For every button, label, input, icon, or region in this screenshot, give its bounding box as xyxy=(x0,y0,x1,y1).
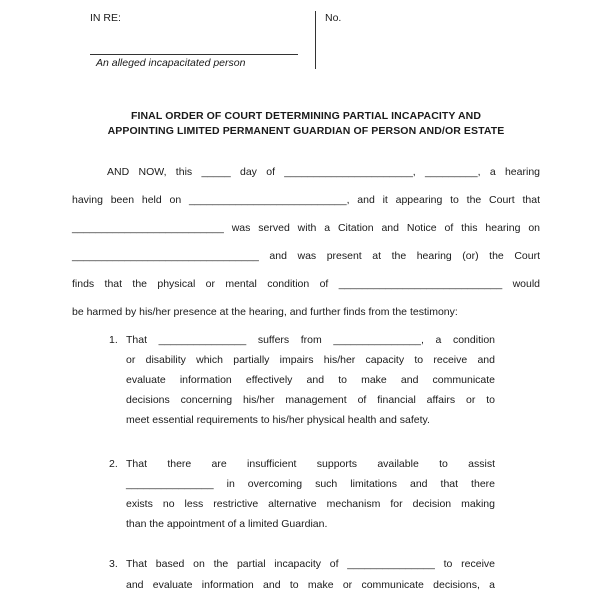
caption-divider xyxy=(315,11,316,69)
intro-line: ________________________________ and was present at the hearing (or) the Court xyxy=(72,250,540,262)
item-number: 2. xyxy=(109,458,118,470)
item-line: meet essential requirements to his/her physical health and safety. xyxy=(126,414,430,426)
case-number-label: No. xyxy=(325,12,342,24)
intro-line: AND NOW, this _____ day of ______________________, _________, a hearing xyxy=(107,166,540,178)
party-name-line xyxy=(90,54,298,55)
intro-line: __________________________ was served with a Citation and Notice of this hearing on xyxy=(72,222,540,234)
item-line: exists no less restrictive alternative mechanism for decision making xyxy=(126,498,495,510)
item-line: decisions concerning his/her management of financial affairs or to xyxy=(126,394,495,406)
item-number: 3. xyxy=(109,558,118,570)
intro-line: be harmed by his/her presence at the hearing, and further finds from the testimony: xyxy=(72,306,458,318)
item-number: 1. xyxy=(109,334,118,346)
item-line: _______________ in overcoming such limitations and that there xyxy=(126,478,495,490)
intro-line: having been held on ___________________________, and it appearing to the Court that xyxy=(72,194,540,206)
item-line: That _______________ suffers from _______________, a condition xyxy=(126,334,495,346)
item-line: than the appointment of a limited Guardian. xyxy=(126,518,328,530)
item-line: evaluate information effectively and to make and communicate xyxy=(126,374,495,386)
item-line: or disability which partially impairs his/her capacity to receive and xyxy=(126,354,495,366)
item-line: That there are insufficient supports available to assist xyxy=(126,458,495,470)
intro-line: finds that the physical or mental condition of ____________________________ would xyxy=(72,278,540,290)
order-title-line-2: APPOINTING LIMITED PERMANENT GUARDIAN OF PERSON AND/OR ESTATE xyxy=(107,125,505,137)
item-line: That based on the partial incapacity of _______________ to receive xyxy=(126,558,495,570)
party-description: An alleged incapacitated person xyxy=(96,57,246,69)
in-re-label: IN RE: xyxy=(90,12,121,24)
item-line: and evaluate information and to make or communicate decisions, a xyxy=(126,579,495,591)
case-caption xyxy=(90,12,298,69)
order-title-line-1: FINAL ORDER OF COURT DETERMINING PARTIAL INCAPACITY AND xyxy=(130,110,482,122)
